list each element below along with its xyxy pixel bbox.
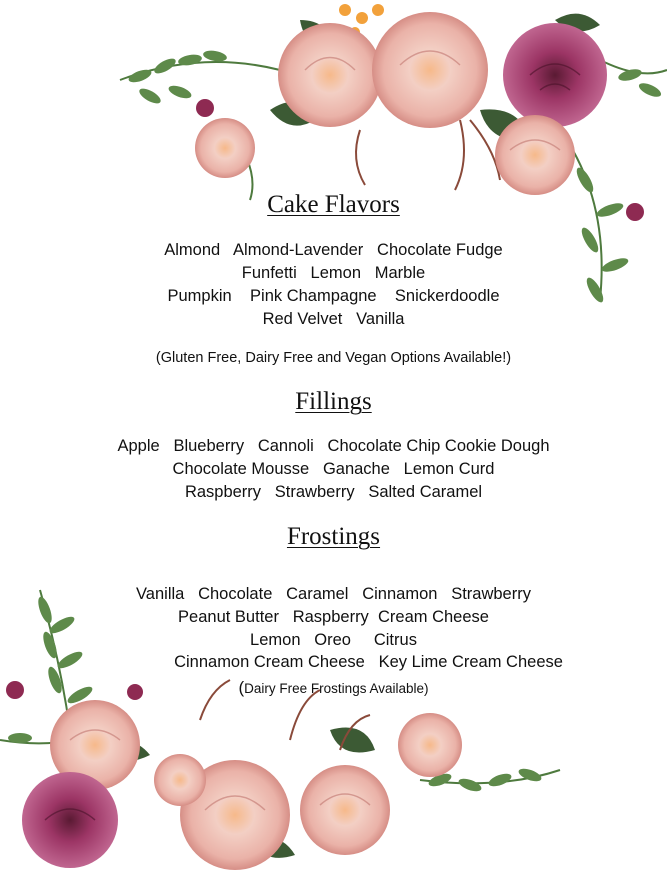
fillings-line-2: Chocolate Mousse Ganache Lemon Curd (172, 460, 495, 478)
cake-flavors-line-4: Red Velvet Vanilla (262, 310, 405, 328)
frostings-line-4: Cinnamon Cream Cheese Key Lime Cream Cheese (174, 653, 563, 671)
frostings-note-paren: ( (238, 678, 245, 697)
cake-flavors-line-1: Almond Almond-Lavender Chocolate Fudge (164, 241, 503, 259)
fillings-line-1: Apple Blueberry Cannoli Chocolate Chip Cookie Dough (117, 437, 550, 455)
frostings-line-3: Lemon Oreo Citrus (250, 631, 417, 649)
fillings-heading: Fillings (295, 388, 372, 415)
frostings-line-2: Peanut Butter Raspberry Cream Cheese (178, 608, 489, 626)
fillings-line-3: Raspberry Strawberry Salted Caramel (184, 483, 483, 501)
cake-options-note: (Gluten Free, Dairy Free and Vegan Options Available!) (155, 350, 512, 366)
cake-flavors-line-3: Pumpkin Pink Champagne Snickerdoodle (167, 287, 500, 305)
frostings-note (0, 678, 667, 698)
frostings-heading: Frostings (286, 523, 381, 550)
frostings-note-text: Dairy Free Frostings Available) (244, 681, 429, 696)
cake-flavors-line-2: Funfetti Lemon Marble (241, 264, 426, 282)
frostings-line-1: Vanilla Chocolate Caramel Cinnamon Strawberry (136, 585, 531, 603)
cake-flavors-heading: Cake Flavors (267, 191, 400, 218)
